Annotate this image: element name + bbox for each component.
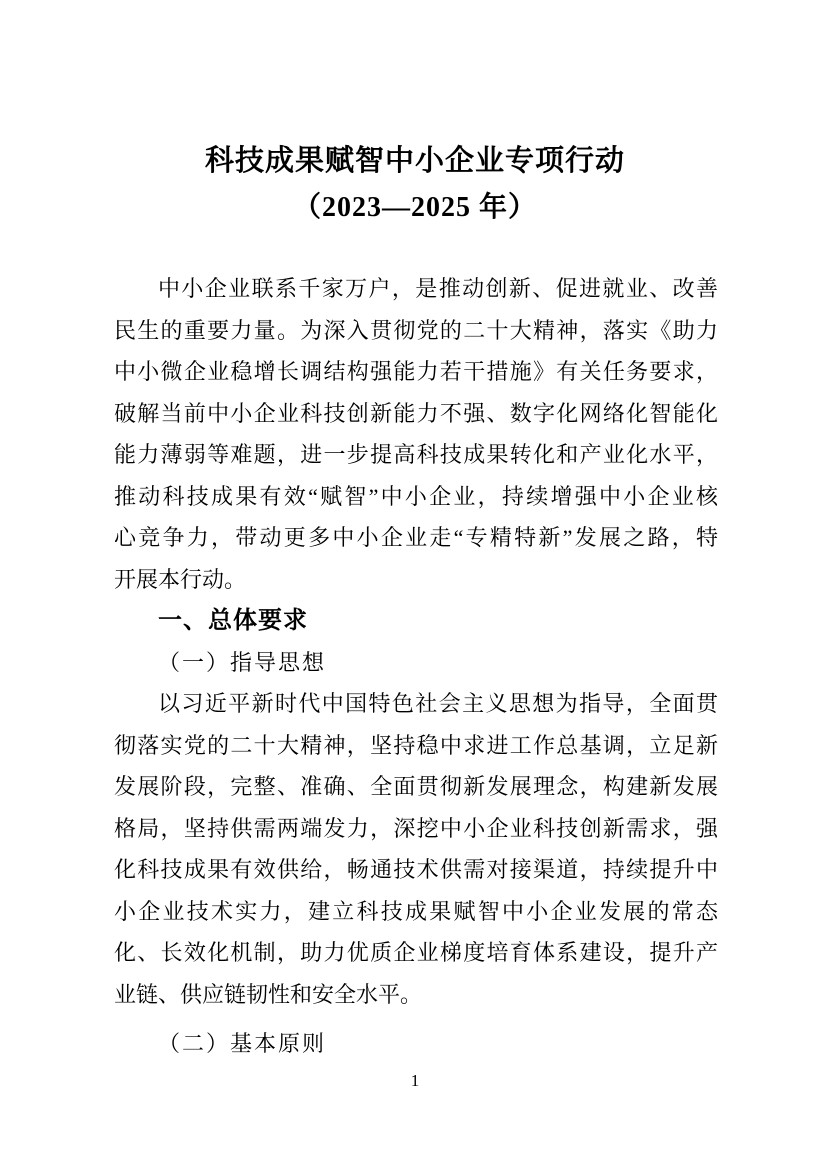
body-line: 中小企业联系千家万户，是推动创新、促进就业、改善 [158,276,718,301]
body-line: 小企业技术实力，建立科技成果赋智中小企业发展的常态 [114,898,718,924]
page-number: 1 [410,1071,420,1090]
body-line: 化、长效化机制，助力优质企业梯度培育体系建设，提升产 [114,940,718,965]
subsection-heading-1: （一）指导思想 [158,649,327,675]
section-heading-1: 一、总体要求 [158,607,308,634]
body-line: 开展本行动。 [114,566,247,592]
body-line: 发展阶段，完整、准确、全面贯彻新发展理念，构建新发展 [114,774,718,799]
body-line: 心竞争力，带动更多中小企业走“专精特新”发展之路，特 [114,525,718,550]
subsection-heading-2: （二）基本原则 [158,1031,327,1056]
document-subtitle: （2023—2025 年） [292,192,537,223]
body-line: 彻落实党的二十大精神，坚持稳中求进工作总基调，立足新 [114,732,718,758]
body-line: 业链、供应链韧性和安全水平。 [114,981,423,1007]
body-line: 能力薄弱等难题，进一步提高科技成果转化和产业化水平， [114,442,718,467]
document-body [114,268,718,1065]
document-title: 科技成果赋智中小企业专项行动 [204,145,625,177]
body-line: 破解当前中小企业科技创新能力不强、数字化网络化智能化 [114,400,718,426]
title-block [0,139,830,231]
body-line: 中小微企业稳增长调结构强能力若干措施》有关任务要求， [114,359,718,384]
body-line: 民生的重要力量。为深入贯彻党的二十大精神，落实《助力 [114,317,718,343]
body-line: 化科技成果有效供给，畅通技术供需对接渠道，持续提升中 [114,857,718,882]
body-line: 格局，坚持供需两端发力，深挖中小企业科技创新需求，强 [114,815,718,841]
body-line: 以习近平新时代中国特色社会主义思想为指导，全面贯 [158,691,718,716]
body-line: 推动科技成果有效“赋智”中小企业，持续增强中小企业核 [114,483,718,509]
